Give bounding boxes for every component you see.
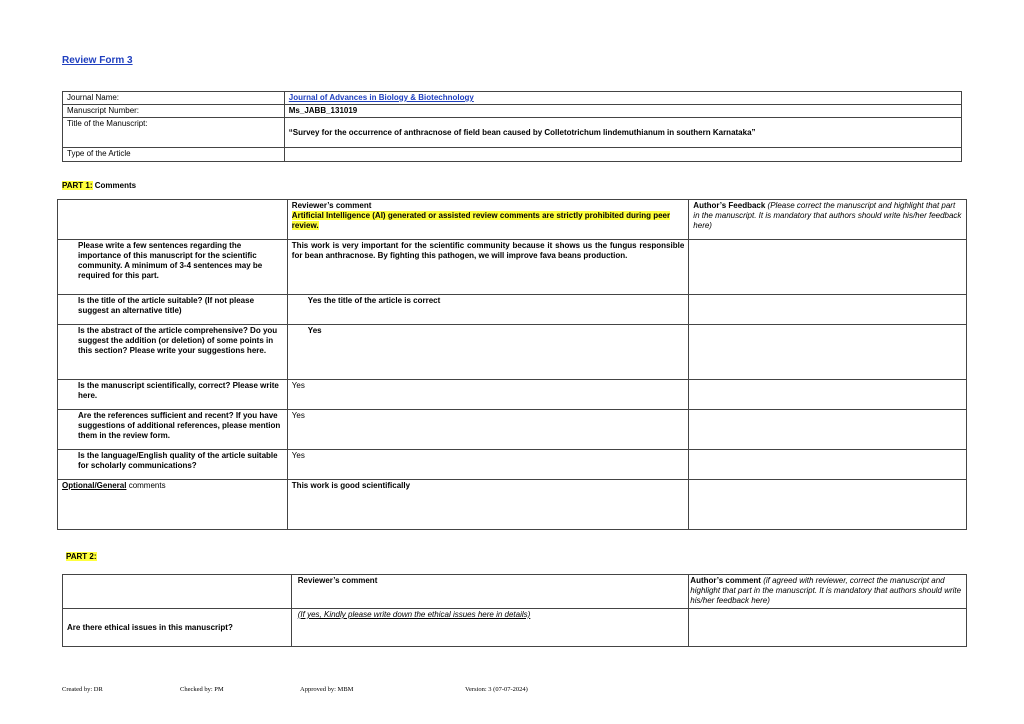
ethical-feedback[interactable] — [689, 609, 967, 647]
comment-references[interactable]: Yes — [287, 410, 689, 450]
part1-author-header-note: (Please correct the manuscript and highlight that part in the manuscript. It is mandatory that authors should write his/her feedback here) — [693, 201, 962, 230]
feedback-abstract[interactable] — [689, 325, 967, 380]
question-scientific: Is the manuscript scientifically, correct? Please write here. — [58, 380, 288, 410]
form-title[interactable] — [62, 55, 133, 66]
part1-label-rest: Comments — [92, 181, 137, 190]
part1-reviewer-header-title: Reviewer’s comment — [291, 201, 372, 210]
manuscript-title-value: “Survey for the occurrence of anthracnose of field bean caused by Colletotrichum lindemuthianum in southern Karnataka” — [284, 118, 961, 148]
feedback-scientific[interactable] — [689, 380, 967, 410]
part2-label — [66, 552, 97, 561]
optional-label-rest: comments — [126, 481, 166, 490]
question-title: Is the title of the article suitable? (If not please suggest an alternative title) — [58, 295, 288, 325]
part2-reviewer-header: Reviewer’s comment — [291, 575, 689, 609]
question-language: Is the language/English quality of the article suitable for scholarly communications? — [58, 450, 288, 480]
journal-info-table — [62, 91, 962, 162]
part1-header-empty — [58, 200, 288, 240]
comment-importance[interactable]: This work is very important for the scientific community because it shows us the fungus responsible for bean anthracnose. By fighting this pathogen, we will improve fava beans production. — [287, 240, 689, 295]
part2-label-highlight: PART 2: — [66, 552, 97, 561]
comment-language[interactable]: Yes — [287, 450, 689, 480]
manuscript-number-label: Manuscript Number: — [63, 105, 285, 118]
feedback-references[interactable] — [689, 410, 967, 450]
journal-name-value[interactable] — [284, 92, 961, 105]
manuscript-number-value: Ms_JABB_131019 — [284, 105, 961, 118]
part2-table — [62, 574, 967, 647]
part1-author-header-title: Author’s Feedback — [693, 201, 766, 210]
part1-reviewer-header — [287, 200, 689, 240]
journal-name-link[interactable]: Journal of Advances in Biology & Biotechnology — [288, 93, 474, 102]
feedback-title[interactable] — [689, 295, 967, 325]
ai-warning: Artificial Intelligence (AI) generated or assisted review comments are strictly prohibited during peer review. — [291, 211, 671, 230]
journal-name-label: Journal Name: — [63, 92, 285, 105]
optional-label-underlined: Optional/General — [62, 481, 127, 490]
feedback-importance[interactable] — [689, 240, 967, 295]
question-references: Are the references sufficient and recent? If you have suggestions of additional references, please mention them in the review form. — [58, 410, 288, 450]
optional-comments-label — [58, 480, 288, 530]
part2-author-header-note: (if agreed with reviewer, correct the manuscript and highlight that part in the manuscript. It is mandatory that authors should write his/her feedback here) — [690, 576, 962, 605]
ethical-question: Are there ethical issues in this manuscript? — [63, 609, 292, 647]
form-title-link[interactable]: Review Form 3 — [62, 55, 133, 66]
part1-table — [57, 199, 967, 530]
feedback-language[interactable] — [689, 450, 967, 480]
footer-created-by: Created by: DR — [62, 686, 103, 693]
part1-label-highlight: PART 1: — [62, 181, 93, 190]
footer-version: Version: 3 (07-07-2024) — [465, 686, 528, 693]
part2-author-header-title: Author’s comment — [690, 576, 761, 585]
optional-comment[interactable]: This work is good scientifically — [287, 480, 689, 530]
manuscript-title-label: Title of the Manuscript: — [63, 118, 285, 148]
comment-abstract[interactable]: Yes — [287, 325, 689, 380]
comment-title[interactable]: Yes the title of the article is correct — [287, 295, 689, 325]
question-abstract: Is the abstract of the article comprehensive? Do you suggest the addition (or deletion) of some points in this section? Please write your suggestions here. — [58, 325, 288, 380]
article-type-value — [284, 148, 961, 162]
part1-author-header — [689, 200, 967, 240]
part2-author-header — [689, 575, 967, 609]
part1-label — [62, 181, 136, 190]
feedback-optional[interactable] — [689, 480, 967, 530]
comment-scientific[interactable]: Yes — [287, 380, 689, 410]
footer-checked-by: Checked by: PM — [180, 686, 224, 693]
ethical-comment[interactable]: (If yes, Kindly please write down the ethical issues here in details) — [291, 609, 689, 647]
article-type-label: Type of the Article — [63, 148, 285, 162]
footer-approved-by: Approved by: MBM — [300, 686, 354, 693]
question-importance: Please write a few sentences regarding the importance of this manuscript for the scientific community. A minimum of 3-4 sentences may be required for this part. — [58, 240, 288, 295]
part2-header-empty — [63, 575, 292, 609]
